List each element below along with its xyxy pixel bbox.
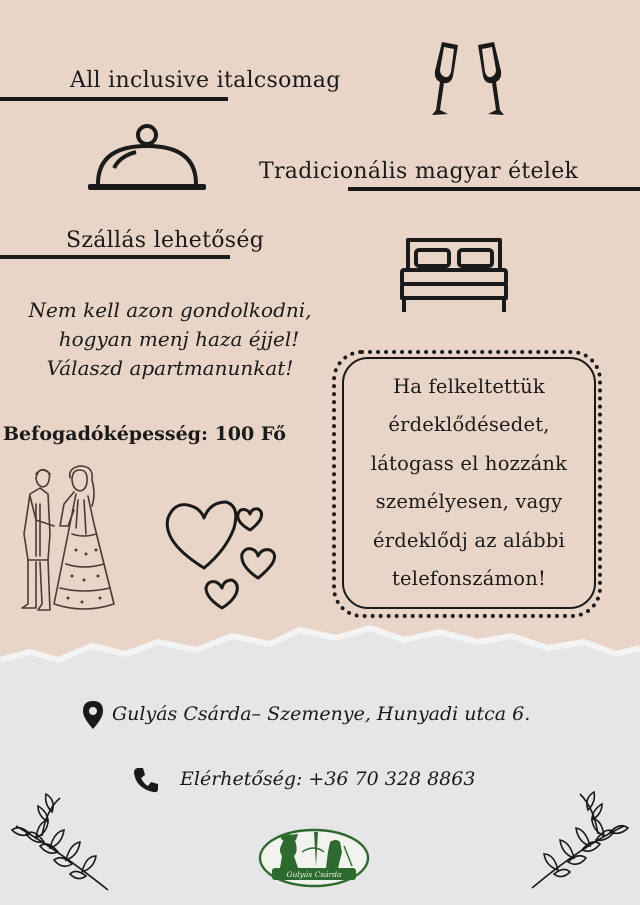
gulyas-csarda-logo [258,822,370,888]
champagne-glasses-icon [426,38,510,124]
callout-line-4: személyesen, vagy [375,490,563,513]
hearts-icon [160,494,284,614]
food-underline [348,187,640,191]
callout-line-6: telefonszámon! [391,567,546,590]
callout-box [342,357,596,609]
drinks-underline [0,97,228,101]
lodging-underline [0,255,230,259]
cloche-icon [84,120,210,196]
phone-text: Elérhetőség: +36 70 328 8863 [180,768,476,790]
callout-line-5: érdeklődj az alábbi [372,528,565,552]
callout-line-1: Ha felkeltettük [393,374,545,398]
apartment-text [20,296,320,383]
leaf-branch-icon [518,786,632,892]
logo-text: Gulyás Csárda [286,870,342,879]
phone-icon [132,766,160,794]
leaf-branch-icon [8,790,122,894]
apartment-line-3: Válaszd apartmanunkat! [46,356,294,380]
lodging-headline: Szállás lehetőség [66,228,265,253]
capacity-text: Befogadóképesség: 100 Fő [3,423,286,445]
callout-text [371,368,567,599]
apartment-line-1: Nem kell azon gondolkodni, [28,298,312,322]
address-text: Gulyás Csárda– Szemenye, Hunyadi utca 6. [112,703,531,725]
location-pin-icon [82,700,104,730]
food-headline: Tradicionális magyar ételek [259,159,579,184]
callout-line-3: látogass el hozzánk [370,451,568,475]
callout-line-2: érdeklődésedet, [388,413,550,436]
bed-icon [398,236,510,316]
couple-illustration [14,464,122,614]
apartment-line-2: hogyan menj haza éjjel! [58,327,300,351]
drinks-headline: All inclusive italcsomag [70,68,341,93]
